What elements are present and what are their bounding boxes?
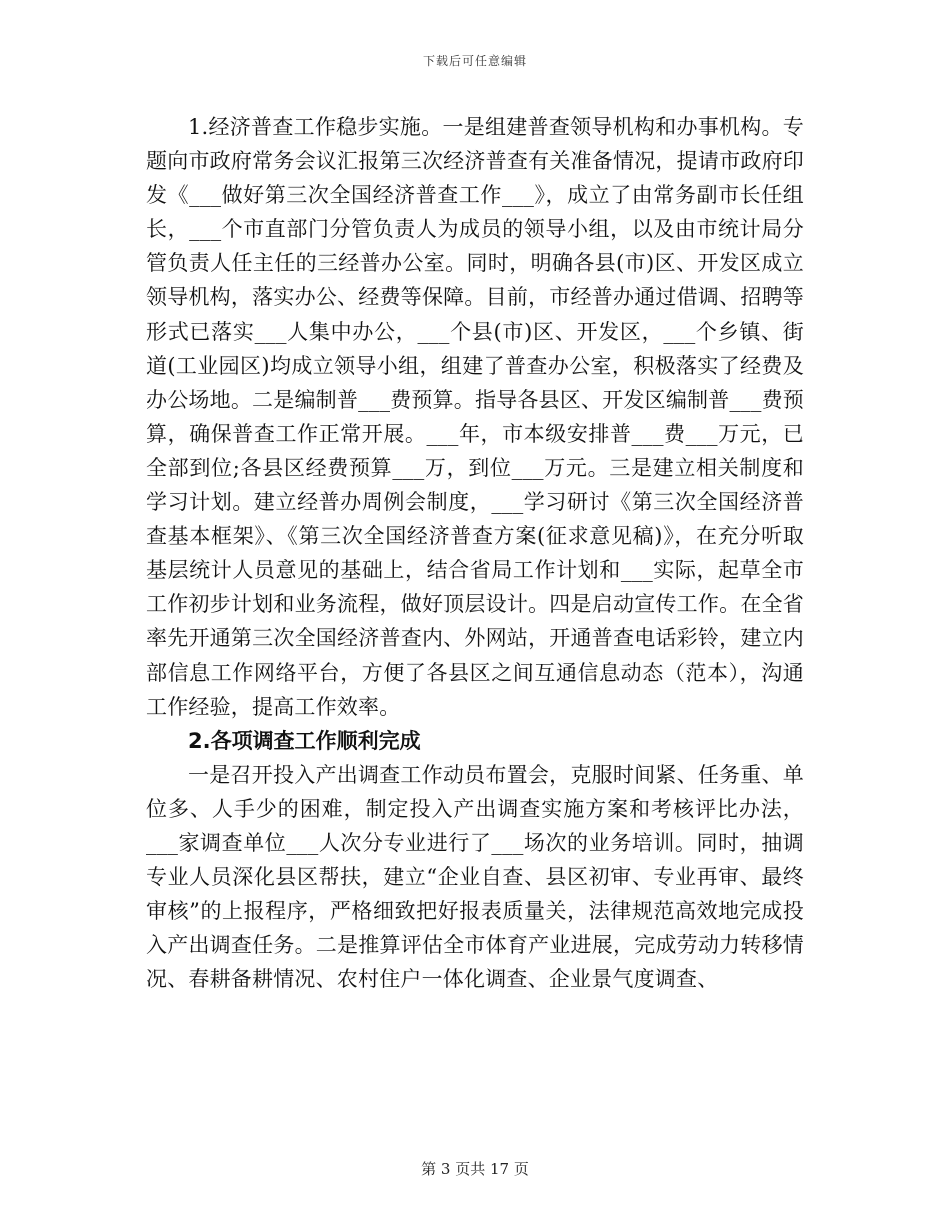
paragraph-surveys: 一是召开投入产出调查工作动员布置会，克服时间紧、任务重、单位多、人手少的困难，制定投入产出调查实施方案和考核评比办法，___家调查单位___人次分专业进行了___场次的业务培训。同时，抽调专业人员深化县区帮扶，建立“企业自查、县区初审、专业再审、最终审核”的上报程序，严格细致把好报表质量关，法律规范高效地完成投入产出调查任务。二是推算评估全市体育产业进展，完成劳动力转移情况、春耕备耕情况、农村住户一体化调查、企业景气度调查、	[146, 762, 804, 992]
page-number-footer: 第 3 页共 17 页	[421, 1160, 529, 1178]
section-heading-surveys: 2.各项调查工作顺利完成	[188, 728, 421, 753]
page-header-note: 下载后可任意编辑	[422, 54, 527, 68]
paragraph-economic-census: 1.经济普查工作稳步实施。一是组建普查领导机构和办事机构。专题向市政府常务会议汇报第三次经济普查有关准备情况，提请市政府印发《___做好第三次全国经济普查工作___》，成立了由常务副市长任组长，___个市直部门分管负责人为成员的领导小组，以及由市统计局分管负责人任主任的三经普办公室。同时，明确各县(市)区、开发区成立领导机构，落实办公、经费等保障。目前，市经普办通过借调、招聘等形式已落实___人集中办公，___个县(市)区、开发区，___个乡镇、街道(工业园区)均成立领导小组，组建了普查办公室，积极落实了经费及办公场地。二是编制普___费预算。指导各县区、开发区编制普___费预算，确保普查工作正常开展。___年，市本级安排普___费___万元，已全部到位;各县区经费预算___万，到位___万元。三是建立相关制度和学习计划。建立经普办周例会制度，___学习研讨《第三次全国经济普查基本框架》、《第三次全国经济普查方案(征求意见稿)》，在充分听取基层统计人员意见的基础上，结合省局工作计划和___实际，起草全市工作初步计划和业务流程，做好顶层设计。四是启动宣传工作。在全省率先开通第三次全国经济普查内、外网站，开通普查电话彩铃，建立内部信息工作网络平台，方便了各县区之间互通信息动态（范本），沟通工作经验，提高工作效率。	[146, 115, 804, 719]
document-body	[146, 110, 804, 996]
